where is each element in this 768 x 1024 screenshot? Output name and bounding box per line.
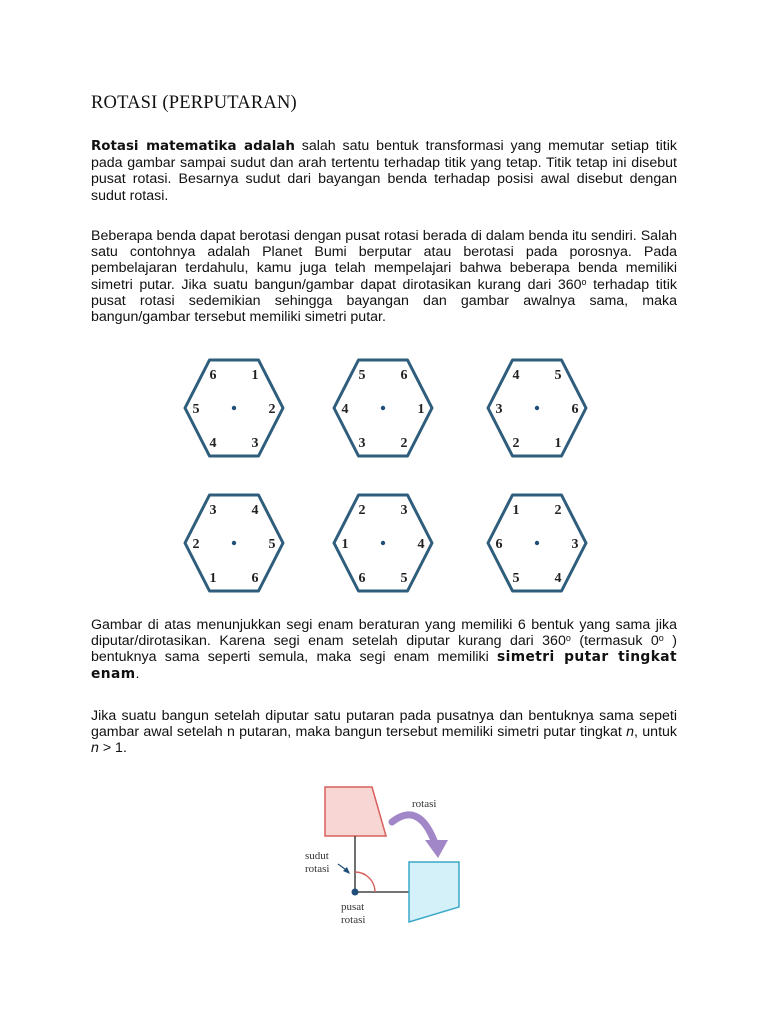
degree-mark: o: [658, 633, 664, 644]
hexagon-label-top-left: 3: [209, 503, 217, 518]
hexagon-label-right: 2: [268, 402, 276, 417]
hexagon-label-bottom-right: 2: [400, 436, 408, 451]
hexagon-label-bottom-right: 5: [400, 571, 408, 586]
hexagon-label-left: 2: [192, 537, 200, 552]
hexagon-label-right: 1: [417, 402, 425, 417]
hexagon-label-bottom-left: 3: [358, 436, 366, 451]
hexagon-label-bottom-right: 1: [554, 436, 562, 451]
order-text-c: > 1.: [98, 740, 127, 757]
rotated-shape: [409, 862, 459, 922]
hexagon-text-a: Gambar di atas menunjukkan segi enam beraturan yang memiliki 6 bentuk yang sama jika diputar/dirotasikan. Karena segi enam setelah diputar kurang dari 360: [91, 617, 677, 650]
hexagon-label-bottom-left: 4: [209, 436, 217, 451]
rotation-arrowhead: [425, 840, 448, 858]
degree-mark: o: [565, 633, 571, 644]
symmetry-order-emphasis: simetri putar tingkat enam: [91, 649, 677, 682]
page-title: ROTASI (PERPUTARAN): [91, 93, 297, 113]
hexagon-label-top-right: 4: [251, 503, 259, 518]
hexagon-label-left: 1: [341, 537, 349, 552]
variable-n: n: [91, 740, 99, 757]
hexagon-label-left: 6: [495, 537, 503, 552]
hexagon-text-b: (termasuk 0: [570, 633, 659, 650]
hexagon-label-top-left: 5: [358, 368, 366, 383]
hexagon-label-right: 4: [417, 537, 425, 552]
hexagon-label-left: 3: [495, 402, 503, 417]
hexagon-label-top-left: 4: [512, 368, 520, 383]
variable-n: n: [626, 724, 635, 741]
angle-arc: [355, 872, 375, 892]
hexagon-label-top-left: 1: [512, 503, 520, 518]
hexagon-label-right: 3: [571, 537, 579, 552]
label-pusat-rotasi: rotasi: [341, 914, 366, 926]
hexagon-label-left: 5: [192, 402, 200, 417]
label-sudut: sudut: [305, 850, 329, 862]
hexagon-label-top-right: 3: [400, 503, 408, 518]
hexagon-label-bottom-left: 2: [512, 436, 520, 451]
label-sudut-rotasi: rotasi: [305, 863, 330, 875]
definition-text: salah satu bentuk transformasi yang memutar setiap titik pada gambar sampai sudut dan arah tertentu terhadap titik yang tetap. Titik tetap ini disebut pusat rotasi. Besarnya sudut dari bayangan benda terhadap posisi awal disebut dengan sudut rotasi.: [91, 138, 677, 204]
hexagon-label-bottom-left: 1: [209, 571, 217, 586]
hexagon-label-bottom-right: 4: [554, 571, 562, 586]
hexagon-label-top-right: 2: [554, 503, 562, 518]
hexagon-label-top-left: 6: [209, 368, 217, 383]
examples-text-b: terhadap titik pusat rotasi sedemikian sehingga bayangan dan gambar awalnya sama, maka bangun/gambar tersebut memiliki simetri putar.: [91, 276, 677, 326]
hexagon-label-top-right: 5: [554, 368, 562, 383]
hexagon-label-right: 6: [571, 402, 579, 417]
hexagon-text-c: ) bentuknya sama seperti semula, maka segi enam memiliki: [91, 633, 678, 666]
label-rotasi: rotasi: [412, 798, 437, 810]
hexagon-label-bottom-right: 3: [251, 436, 259, 451]
hexagon-label-bottom-left: 6: [358, 571, 366, 586]
hexagon-text-d: .: [135, 665, 140, 682]
original-shape: [325, 787, 386, 836]
hexagon-label-bottom-left: 5: [512, 571, 520, 586]
hexagon-label-top-right: 1: [251, 368, 259, 383]
center-point: [352, 889, 359, 896]
hexagon-label-bottom-right: 6: [251, 571, 259, 586]
hexagon-label-top-left: 2: [358, 503, 366, 518]
hexagon-label-top-right: 6: [400, 368, 408, 383]
examples-text-a: Beberapa benda dapat berotasi dengan pusat rotasi berada di dalam benda itu sendiri. Salah satu contohnya adalah Planet Bumi berputar atau berotasi pada porosnya. Pada pembelajaran terdahulu, kamu juga telah mempelajari bahwa beberapa benda memiliki simetri putar. Jika suatu bangun/gambar dapat dirotasikan kurang dari 360: [91, 228, 677, 293]
definition-lead: Rotasi matematika adalah: [91, 139, 295, 154]
degree-mark: o: [581, 276, 587, 287]
label-pusat: pusat: [341, 901, 365, 913]
order-text-b: , untuk: [634, 724, 677, 741]
order-text-a: Jika suatu bangun setelah diputar satu putaran pada pusatnya dan bentuknya sama sepeti gambar awal setelah n putaran, maka bangun tersebut memiliki simetri putar tingkat: [91, 708, 677, 741]
hexagon-label-right: 5: [268, 537, 276, 552]
hexagon-label-left: 4: [341, 402, 349, 417]
